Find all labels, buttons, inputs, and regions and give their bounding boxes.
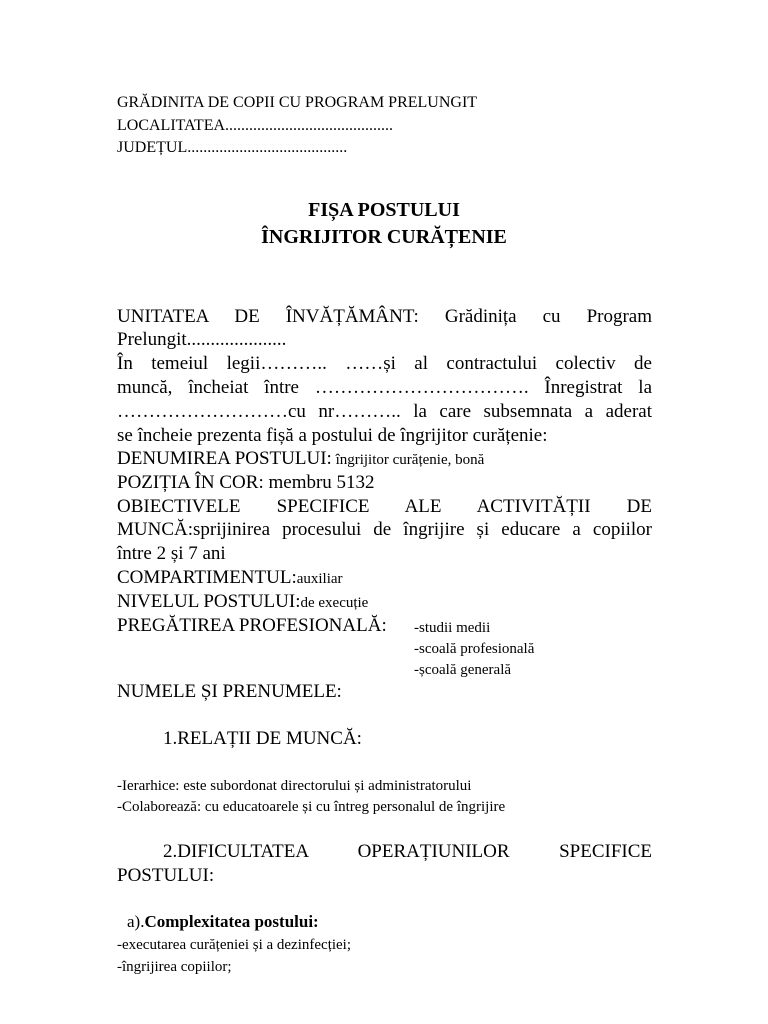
nivel-value: de execuție	[300, 595, 369, 611]
denumire-row	[117, 447, 484, 472]
pozitie-label: POZIȚIA ÎN COR:	[117, 472, 264, 493]
complexity-label: Complexitatea postului:	[144, 912, 319, 931]
denumire-label: DENUMIREA POSTULUI:	[117, 448, 332, 469]
pregatire-value-1: -studii medii	[414, 620, 491, 636]
obiective-line-1: OBIECTIVELE SPECIFICE ALE ACTIVITĂȚII DE	[117, 496, 652, 517]
legal-line-4: se încheie prezenta fișă a postului de îngrijitor curățenie:	[117, 425, 548, 446]
obiective-label: MUNCĂ:	[117, 519, 194, 540]
complexity-prefix: a).	[127, 912, 145, 931]
pregatire-row	[117, 614, 387, 637]
section2-heading-1: 2.DIFICULTATEA OPERAȚIUNILOR SPECIFICE	[163, 841, 652, 862]
pregatire-value-3: -școală generală	[414, 662, 512, 678]
legal-line-3: ………………………cu nr……….. la care subsemnata a aderat	[117, 401, 652, 422]
pozitie-row	[117, 471, 375, 494]
institution-name: GRĂDINITA DE COPII CU PROGRAM PRELUNGIT	[117, 94, 478, 111]
unit-value: Grădinița cu Program	[444, 306, 652, 327]
unit-line	[117, 305, 652, 328]
document-subtitle: ÎNGRIJITOR CURĂȚENIE	[261, 226, 507, 248]
locality-line: LOCALITATEA..........................................	[117, 117, 394, 134]
section1-item-ierarhice: -Ierarhice: este subordonat directorului și administratorului	[117, 778, 472, 794]
compartiment-value: auxiliar	[296, 571, 343, 587]
pozitie-value: membru 5132	[263, 472, 375, 493]
section1-item-colaboreaza: -Colaborează: cu educatoarele și cu întreg personalul de îngrijire	[117, 799, 506, 815]
obiective-line-3: între 2 și 7 ani	[117, 543, 226, 564]
nume-row: NUMELE ȘI PRENUMELE:	[117, 681, 342, 702]
obiective-line-2	[117, 518, 652, 541]
unit-value-continued: Prelungit.....................	[117, 329, 287, 350]
legal-line-2: muncă, încheiat între ……………………………. Înregistrat la	[117, 377, 652, 398]
county-line: JUDEȚUL........................................	[117, 139, 348, 156]
obiective-value: sprijinirea procesului de îngrijire și educare a copiilor	[193, 519, 652, 540]
section1-heading: 1.RELAȚII DE MUNCĂ:	[163, 728, 362, 749]
section2-heading-2: POSTULUI:	[117, 865, 215, 886]
legal-line-1: În temeiul legii……….. ……și al contractului colectiv de	[117, 353, 652, 374]
pregatire-label: PREGĂTIREA PROFESIONALĂ:	[117, 615, 387, 636]
pregatire-value-2: -scoală profesională	[414, 641, 535, 657]
compartiment-row	[117, 566, 343, 591]
denumire-value: îngrijitor curățenie, bonă	[331, 452, 485, 468]
nivel-row	[117, 590, 368, 615]
complexity-subheading	[127, 911, 319, 933]
unit-label: UNITATEA DE ÎNVĂȚĂMÂNT:	[117, 306, 419, 327]
section2-item-ingrijire: -îngrijirea copiilor;	[117, 959, 232, 975]
document-title: FIȘA POSTULUI	[308, 199, 460, 221]
nivel-label: NIVELUL POSTULUI:	[117, 591, 301, 612]
compartiment-label: COMPARTIMENTUL:	[117, 567, 297, 588]
section2-item-curatenie: -executarea curățeniei și a dezinfecției;	[117, 937, 352, 953]
